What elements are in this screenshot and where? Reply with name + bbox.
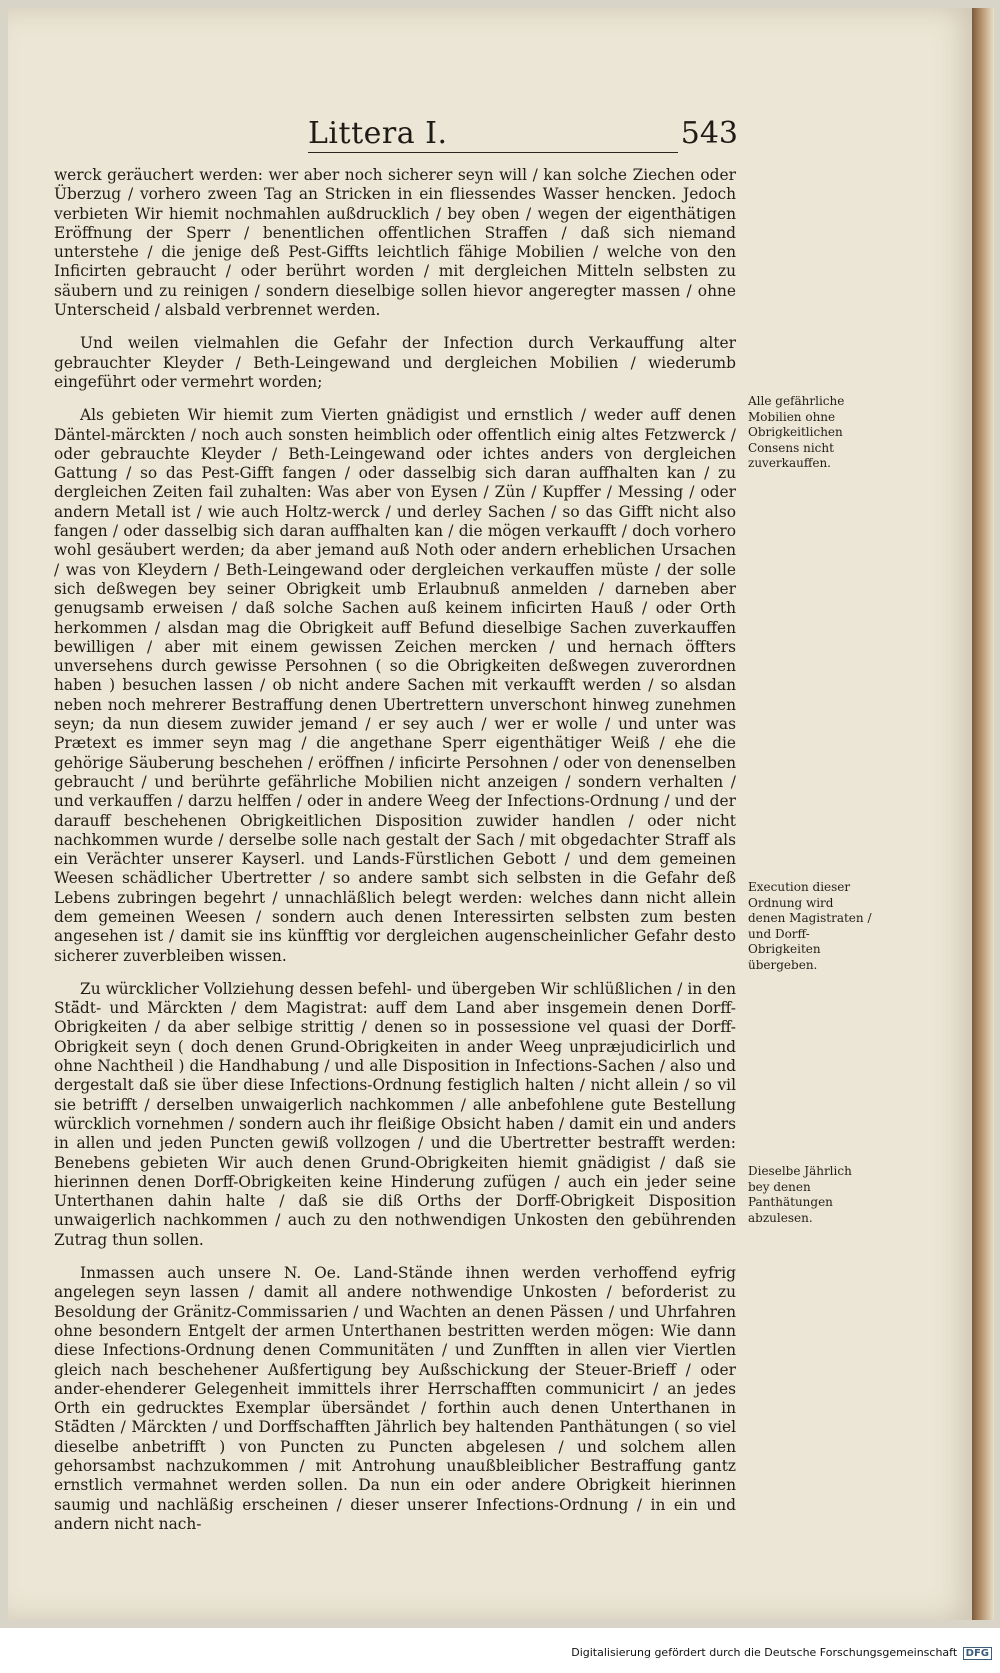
paragraph-1: werck geräuchert werden: wer aber noch sicherer seyn will / kan solche Ziechen oder Überzug / vorhero zween Tag an Stricken in ein fliessendes Wasser hencken. Jedoch verbieten Wir hiemit nochmahlen außdrucklich / bey oben / wegen der eigenthätigen Eröffnung der Sperr / benentlichen offentlichen Straffen / daß sich niemand unterstehe / die jenige deß Pest-Giffts leichtlich fähige Mobilien / welche von den Inficirten gebraucht / oder berührt worden / mit dergleichen Mitteln selbsten zu säubern und zu reinigen / sondern dieselbige sollen hievor angeregter massen / ohne Unterscheid / alsbald verbrennet werden. <box>54 166 736 320</box>
running-head: Littera I. <box>308 116 448 151</box>
footer-credit <box>571 1646 992 1660</box>
paragraph-4: Zu würcklicher Vollziehung dessen befehl- und übergeben Wir schlüßlichen / in den Stä̈dt- und Märckten / dem Magistrat: auff dem Land aber insgemein denen Dorff-Obrigkeiten / da aber selbige strittig / denen so in possessione vel quasi der Dorff-Obrigkeit seyn ( doch denen Grund-Obrigkeiten in ander Weeg unpræjudicirlich und ohne Nachtheil ) die Handhabung / und alle Disposition in Infections-Sachen / also und dergestalt daß sie über diese Infections-Ordnung festiglich halten / nicht allein / so vil sie betrifft / derselben unwaigerlich nachkommen / alle anbefohlene gute Bestellung würcklich vornehmen / sondern auch ihr fleißige Obsicht haben / damit ein und anders in allen und jeden Puncten gewiß vollzogen / und die Ubertretter bestrafft werden: Benebens gebieten Wir auch denen Grund-Obrigkeiten hiemit gnädigist / daß sie hierinnen denen Dorff-Obrigkeiten keine Hinderung zufügen / auch ein jeder seine Unterthanen dahin halte / daß sie diß Orths der Dorff-Obrigkeit Disposition unwaigerlich nachkommen / auch zu den nothwendigen Unkosten den gebührenden Zutrag thun sollen. <box>54 979 736 1249</box>
footer-credit-text: Digitalisierung gefördert durch die Deutsche Forschungsgemeinschaft <box>571 1646 958 1659</box>
dfg-logo: DFG <box>963 1647 992 1660</box>
page-header <box>308 112 738 158</box>
main-text <box>54 166 736 1534</box>
page-number: 543 <box>680 116 738 151</box>
book-page-edge <box>972 8 994 1620</box>
margin-note-mobilien: Alle gefährliche Mobilien ohne Obrigkeitlichen Consens nicht zuverkauffen. <box>748 394 845 470</box>
paragraph-2: Und weilen vielmahlen die Gefahr der Infection durch Verkauffung alter gebrauchter Kleyder / Beth-Leingewand und dergleichen Mobilien / wiederumb eingeführt oder vermehrt worden; <box>54 334 736 391</box>
margin-note-execution: Execution dieser Ordnung wird denen Magistraten / und Dorff-Obrigkeiten übergeben. <box>748 880 872 972</box>
book-page <box>8 8 980 1620</box>
margin-note-panthaetungen: Dieselbe Jährlich bey denen Panthätungen abzulesen. <box>748 1164 852 1225</box>
paragraph-5: Inmassen auch unsere N. Oe. Land-Stände ihnen werden verhoffend eyfrig angelegen seyn lassen / damit all andere nothwendige Unkosten / beforderist zu Besoldung der Gränitz-Commissarien / und Wachten an denen Pässen / und Uhrfahren ohne besondern Entgelt der armen Unterthanen bestritten werden mögen: Wie dann diese Infections-Ordnung denen Communitäten / und Zunfften in allen vier Viertlen gleich nach beschehener Außfertigung bey Außschickung der Steuer-Brieff / oder ander-ehenderer Gelegenheit immittels ihrer Herrschafften communicirt / an jedes Orth ein gedrucktes Exemplar übersändet / forthin auch denen Unterthanen in Stä̈dten / Märckten / und Dorffschafften Jährlich bey haltenden Panthätungen ( so viel dieselbe anbetrifft ) von Puncten zu Puncten abgelesen / und solchem allen gehorsambst nachzukommen / mit Antrohung unaußbleiblicher Bestraffung gantz ernstlich vermahnet werden sollen. Da nun ein oder andere Obrigkeit hierinnen saumig und nachläßig erscheinen / dieser unserer Infections-Ordnung / in ein und andern nicht nach- <box>54 1264 736 1533</box>
header-rule <box>308 152 678 153</box>
paragraph-3: Als gebieten Wir hiemit zum Vierten gnädigist und ernstlich / weder auff denen Däntel-märckten / noch auch sonsten heimblich oder offentlich einig altes Fetzwerck / oder gebrauchte Kleyder / Beth-Leingewand oder ichtes anders von dergleichen Gattung / so das Pest-Gifft fangen / oder dasselbig sich daran auffhalten kan / zu dergleichen Zeiten fail zuhalten: Was aber von Eysen / Zün / Kupffer / Messing / oder andern Metall ist / wie auch Holtz-werck / und derley Sachen / so das Gifft nicht also fangen / oder dasselbig sich daran auffhalten kan / die mögen verkaufft / doch vorhero wohl gesäubert werden; da aber jemand auß Noth oder andern erheblichen Ursachen / was von Kleydern / Beth-Leingewand oder dergleichen verkauffen müste / der solle sich deßwegen bey seiner Obrigkeit umb Erlaubnuß anmelden / darneben aber genugsamb erweisen / daß solche Sachen auß keinem inficirten Hauß / oder Orth herkommen / alsdan mag die Obrigkeit auff Befund dieselbige Sachen zuverkauffen bewilligen / aber mit einem gewissen Zeichen mercken / und hernach öffters unversehens durch gewisse Persohnen ( so die Obrigkeiten deßwegen zuverordnen haben ) besuchen lassen / ob nicht andere Sachen mit verkaufft werden / so alsdan neben noch mehrerer Bestraffung denen Ubertrettern unverschont hinweg zunehmen seyn; da nun diesem zuwider jemand / er sey auch / wer er wolle / und unter was Prætext es immer seyn mag / die angethane Sperr eigenthätiger Weiß / ehe die gehörige Säuberung beschehen / eröffnen / inficirte Persohnen / oder von denenselben gebraucht / und berührte gefährliche Mobilien nicht anzeigen / sondern verhalten / und verkauffen / darzu helffen / oder in andere Weeg der Infections-Ordnung / und der darauff beschehenen Obrigkeitlichen Disposition zuwider handlen / oder nicht nachkommen wurde / derselbe solle nach gestalt der Sach / mit obgedachter Straff als ein Verächter unserer Kayserl. und Lands-Fürstlichen Gebott / und dem gemeinen Weesen schädlicher Ubertretter / so andere sambt sich selbsten in die Gefahr deß Lebens zubringen begehrt / unnachläßlich belegt werden: welches dann nicht allein dem gemeinen Weesen / sondern auch denen Interessirten selbsten zum besten angesehen ist / damit sie ins künfftig vor dergleichen augenscheinlicher Gefahr desto sicherer zuverbleiben wissen. <box>54 406 736 965</box>
